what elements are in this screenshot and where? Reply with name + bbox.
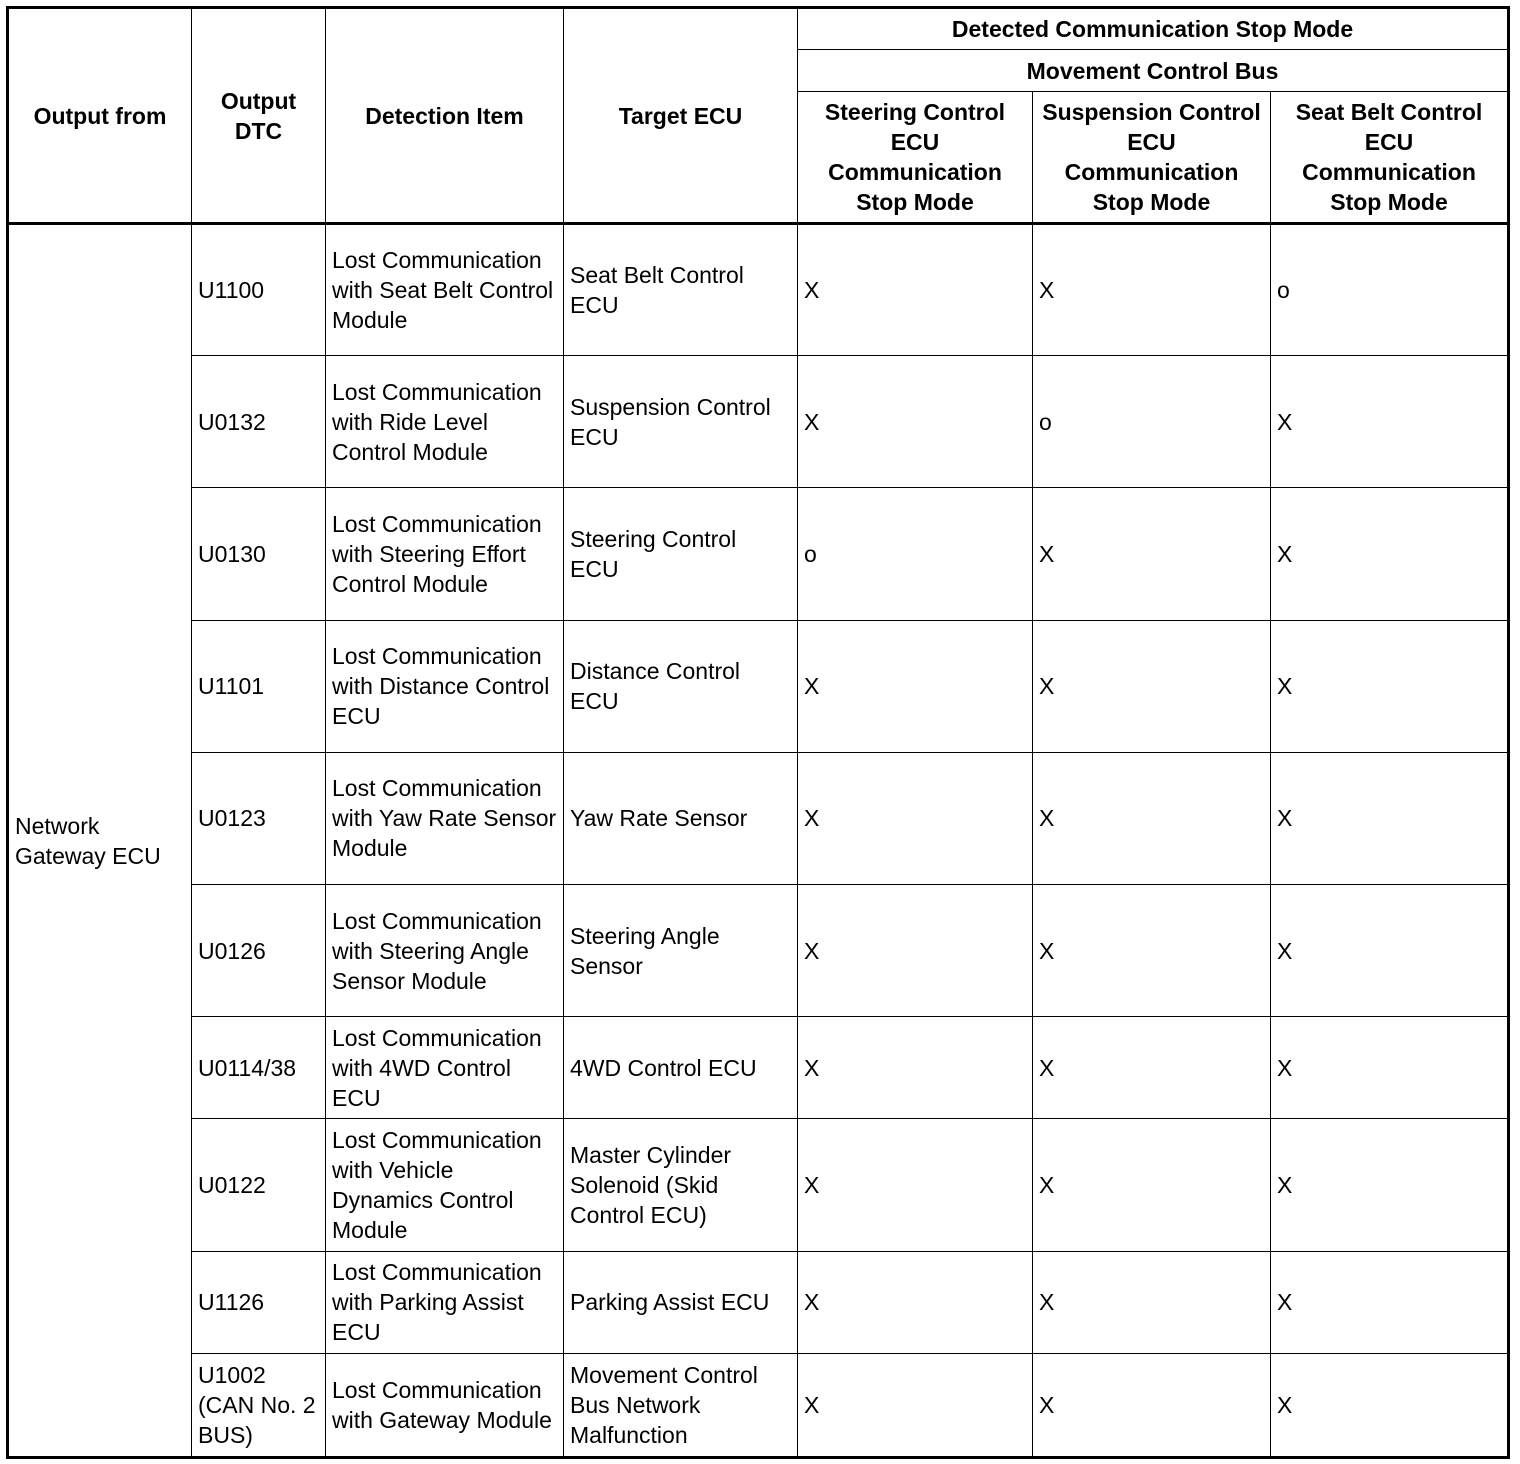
target-ecu-cell: Steering Control ECU — [564, 488, 798, 620]
steering-mode-cell: X — [798, 1119, 1033, 1251]
dtc-cell: U0126 — [192, 885, 326, 1017]
seatbelt-mode-cell: X — [1271, 356, 1509, 488]
target-ecu-cell: Steering Angle Sensor — [564, 885, 798, 1017]
suspension-mode-cell: X — [1033, 488, 1271, 620]
header-target-ecu: Target ECU — [564, 8, 798, 224]
table-row — [8, 224, 1509, 356]
steering-mode-cell: X — [798, 1353, 1033, 1457]
detection-item-cell: Lost Communication with Ride Level Control Module — [326, 356, 564, 488]
suspension-mode-cell: X — [1033, 224, 1271, 356]
seatbelt-mode-cell: o — [1271, 224, 1509, 356]
dtc-cell: U0122 — [192, 1119, 326, 1251]
steering-mode-cell: X — [798, 1251, 1033, 1353]
suspension-mode-cell: X — [1033, 885, 1271, 1017]
steering-mode-cell: X — [798, 885, 1033, 1017]
header-output-from: Output from — [8, 8, 192, 224]
seatbelt-mode-cell: X — [1271, 752, 1509, 884]
dtc-cell: U1002 (CAN No. 2 BUS) — [192, 1353, 326, 1457]
detection-item-cell: Lost Communication with Distance Control ECU — [326, 620, 564, 752]
dtc-table — [6, 6, 1510, 1459]
detection-item-cell: Lost Communication with Seat Belt Control Module — [326, 224, 564, 356]
target-ecu-cell: Seat Belt Control ECU — [564, 224, 798, 356]
suspension-mode-cell: X — [1033, 752, 1271, 884]
seatbelt-mode-cell: X — [1271, 1017, 1509, 1119]
steering-mode-cell: X — [798, 752, 1033, 884]
table-row — [8, 1119, 1509, 1251]
table-row — [8, 885, 1509, 1017]
suspension-mode-cell: X — [1033, 620, 1271, 752]
dtc-cell: U1126 — [192, 1251, 326, 1353]
seatbelt-mode-cell: X — [1271, 488, 1509, 620]
seatbelt-mode-cell: X — [1271, 1251, 1509, 1353]
target-ecu-cell: 4WD Control ECU — [564, 1017, 798, 1119]
table-row — [8, 356, 1509, 488]
suspension-mode-cell: X — [1033, 1353, 1271, 1457]
suspension-mode-cell: X — [1033, 1119, 1271, 1251]
target-ecu-cell: Movement Control Bus Network Malfunction — [564, 1353, 798, 1457]
dtc-cell: U1101 — [192, 620, 326, 752]
header-detected-mode: Detected Communication Stop Mode — [798, 8, 1509, 50]
steering-mode-cell: X — [798, 224, 1033, 356]
table-row — [8, 488, 1509, 620]
target-ecu-cell: Suspension Control ECU — [564, 356, 798, 488]
detection-item-cell: Lost Communication with Yaw Rate Sensor Module — [326, 752, 564, 884]
dtc-cell: U0132 — [192, 356, 326, 488]
target-ecu-cell: Master Cylinder Solenoid (Skid Control ECU) — [564, 1119, 798, 1251]
table-row — [8, 1251, 1509, 1353]
table-row — [8, 620, 1509, 752]
suspension-mode-cell: X — [1033, 1017, 1271, 1119]
detection-item-cell: Lost Communication with 4WD Control ECU — [326, 1017, 564, 1119]
detection-item-cell: Lost Communication with Parking Assist ECU — [326, 1251, 564, 1353]
dtc-cell: U1100 — [192, 224, 326, 356]
dtc-cell: U0130 — [192, 488, 326, 620]
header-seatbelt-mode: Seat Belt Control ECU Communication Stop Mode — [1271, 92, 1509, 224]
target-ecu-cell: Distance Control ECU — [564, 620, 798, 752]
suspension-mode-cell: o — [1033, 356, 1271, 488]
table-row — [8, 752, 1509, 884]
header-detection-item: Detection Item — [326, 8, 564, 224]
detection-item-cell: Lost Communication with Steering Effort Control Module — [326, 488, 564, 620]
steering-mode-cell: X — [798, 620, 1033, 752]
steering-mode-cell: X — [798, 1017, 1033, 1119]
seatbelt-mode-cell: X — [1271, 1119, 1509, 1251]
header-suspension-mode: Suspension Control ECU Communication Stop Mode — [1033, 92, 1271, 224]
detection-item-cell: Lost Communication with Vehicle Dynamics Control Module — [326, 1119, 564, 1251]
header-output-dtc: Output DTC — [192, 8, 326, 224]
dtc-cell: U0123 — [192, 752, 326, 884]
detection-item-cell: Lost Communication with Gateway Module — [326, 1353, 564, 1457]
target-ecu-cell: Parking Assist ECU — [564, 1251, 798, 1353]
header-steering-mode: Steering Control ECU Communication Stop Mode — [798, 92, 1033, 224]
seatbelt-mode-cell: X — [1271, 620, 1509, 752]
target-ecu-cell: Yaw Rate Sensor — [564, 752, 798, 884]
detection-item-cell: Lost Communication with Steering Angle Sensor Module — [326, 885, 564, 1017]
table-body — [8, 224, 1509, 1458]
seatbelt-mode-cell: X — [1271, 885, 1509, 1017]
table-row — [8, 1353, 1509, 1457]
suspension-mode-cell: X — [1033, 1251, 1271, 1353]
steering-mode-cell: o — [798, 488, 1033, 620]
dtc-cell: U0114/38 — [192, 1017, 326, 1119]
output-from-cell: Network Gateway ECU — [8, 224, 192, 1458]
header-bus: Movement Control Bus — [798, 50, 1509, 92]
seatbelt-mode-cell: X — [1271, 1353, 1509, 1457]
steering-mode-cell: X — [798, 356, 1033, 488]
table-header — [8, 8, 1509, 224]
table-row — [8, 1017, 1509, 1119]
